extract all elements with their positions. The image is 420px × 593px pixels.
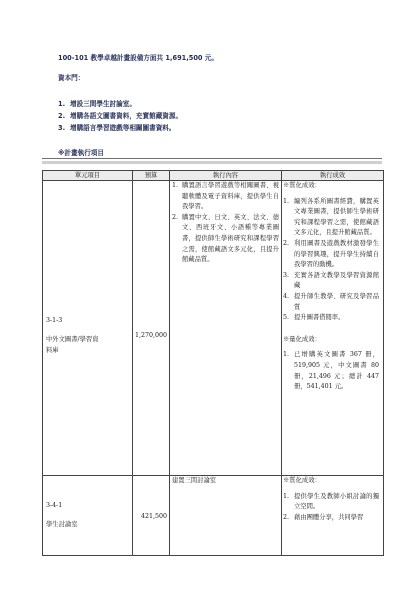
qualitative-outcomes (282, 181, 383, 324)
qualitative-outcomes (282, 476, 383, 523)
outcome-cell (282, 181, 384, 476)
list-text: 編列各系所圖書經費，購置英文專業圖書，提供師生學術研究和課程學習之需，使館藏語文多元化，且提升館藏品質。 (294, 197, 379, 237)
list-number: 1. (283, 492, 290, 500)
qualitative-list (282, 492, 381, 524)
list-item (282, 513, 381, 524)
list-number: 2. (172, 213, 179, 221)
budget-value: 421,500 (140, 513, 167, 520)
quantitative-list (282, 350, 381, 392)
header-content: 執行內容 (170, 171, 282, 181)
list-number: 1. (283, 197, 290, 205)
list-text: 提供學生及教師小組討論的獨立空間。 (294, 492, 379, 511)
section-heading: ※計畫執行項目 (58, 149, 104, 157)
qualitative-heading: ※質化成效： (283, 182, 321, 189)
list-item (282, 313, 381, 324)
quantitative-outcomes (282, 335, 383, 393)
unit-cell (43, 476, 133, 556)
list-number: 1. (172, 182, 179, 189)
list-number: 2. (283, 239, 290, 247)
list-number: 2. (58, 112, 66, 120)
unit-text (46, 500, 77, 530)
list-text: 購置中文、日文、英文、法文、德文、西班牙文、小語種等專業圖書，提供師生學術研究和課程學習之需，使館藏語文多元化，且提升館藏品質。 (182, 213, 279, 264)
budget-value: 1,270,000 (134, 332, 167, 339)
heading-rule-shadow (42, 161, 382, 164)
intro-list-item (58, 110, 182, 120)
content-text: 建置三間討論室 (172, 477, 217, 484)
list-item (282, 350, 381, 392)
list-text: 增購語言學習遊戲等相關圖書資料。 (70, 124, 176, 132)
list-item (282, 239, 381, 271)
list-number: 1. (58, 100, 66, 108)
list-item (170, 181, 281, 213)
list-text: 增購各語文圖書資料，充實館藏資源。 (70, 112, 183, 120)
qualitative-heading: ※質化成效： (283, 477, 321, 484)
content-cell (170, 476, 282, 556)
outcome-cell (282, 476, 384, 556)
unit-text (46, 315, 99, 356)
header-budget: 預算 (133, 171, 170, 181)
list-text: 提升圖書借閱率。 (294, 314, 345, 322)
budget-cell (133, 476, 170, 556)
list-number: 3. (58, 124, 66, 132)
budget-cell (133, 181, 170, 476)
list-item (282, 271, 381, 292)
list-item (282, 292, 381, 313)
qualitative-list (282, 197, 381, 324)
unit-code: 3-1-3 (46, 317, 63, 324)
execution-table (42, 170, 384, 556)
budget-summary: 100-101 教學卓越計畫設備方面共 1,691,500 元。 (58, 54, 218, 62)
unit-name: 學生討論室 (46, 521, 78, 528)
table-row (43, 181, 384, 476)
intro-list-item (58, 98, 136, 108)
table-row (43, 476, 384, 556)
list-text: 增設三間學生討論室。 (70, 100, 136, 108)
list-text: 購置語言學習遊戲等相關圖書、視聽軟體及電子資料庫，提供學生自我學習。 (182, 182, 279, 211)
table-header-row (43, 171, 384, 181)
content-list (170, 181, 281, 266)
heading-rule (42, 158, 382, 159)
capital-label: 資本門： (58, 74, 85, 82)
intro-list-item (58, 122, 176, 132)
list-text: 已增購英文圖書 367 冊，519,905 元，中文圖書 80 冊，21,496 元；總計 447 冊，541,401 元。 (294, 351, 379, 391)
list-number: 4. (283, 292, 290, 300)
header-outcome: 執行成效 (282, 171, 384, 181)
list-item (282, 492, 381, 513)
unit-name: 中外文圖書/學習資 (46, 336, 99, 343)
header-unit: 單元項目 (43, 171, 133, 181)
list-text: 提升師生教學、研究及學習品質 (294, 292, 379, 311)
list-number: 3. (283, 271, 290, 279)
list-text: 充實各語文教學及學習資源館藏 (294, 271, 379, 290)
list-text: 利用圖書及遊戲教材激發學生的學習興趣，提升學生持續自我學習的動機。 (294, 239, 379, 269)
list-number: 1. (283, 351, 290, 359)
list-number: 5. (283, 314, 290, 322)
list-item (282, 197, 381, 239)
quantitative-heading: ※量化成效： (283, 335, 321, 343)
list-number: 2. (283, 513, 290, 521)
content-cell (170, 181, 282, 476)
list-text: 藉由團體分享，共同學習 (294, 513, 364, 521)
list-item (170, 213, 281, 266)
unit-cell (43, 181, 133, 476)
unit-code: 3-4-1 (46, 502, 63, 509)
unit-name-cont: 料庫 (46, 347, 59, 354)
